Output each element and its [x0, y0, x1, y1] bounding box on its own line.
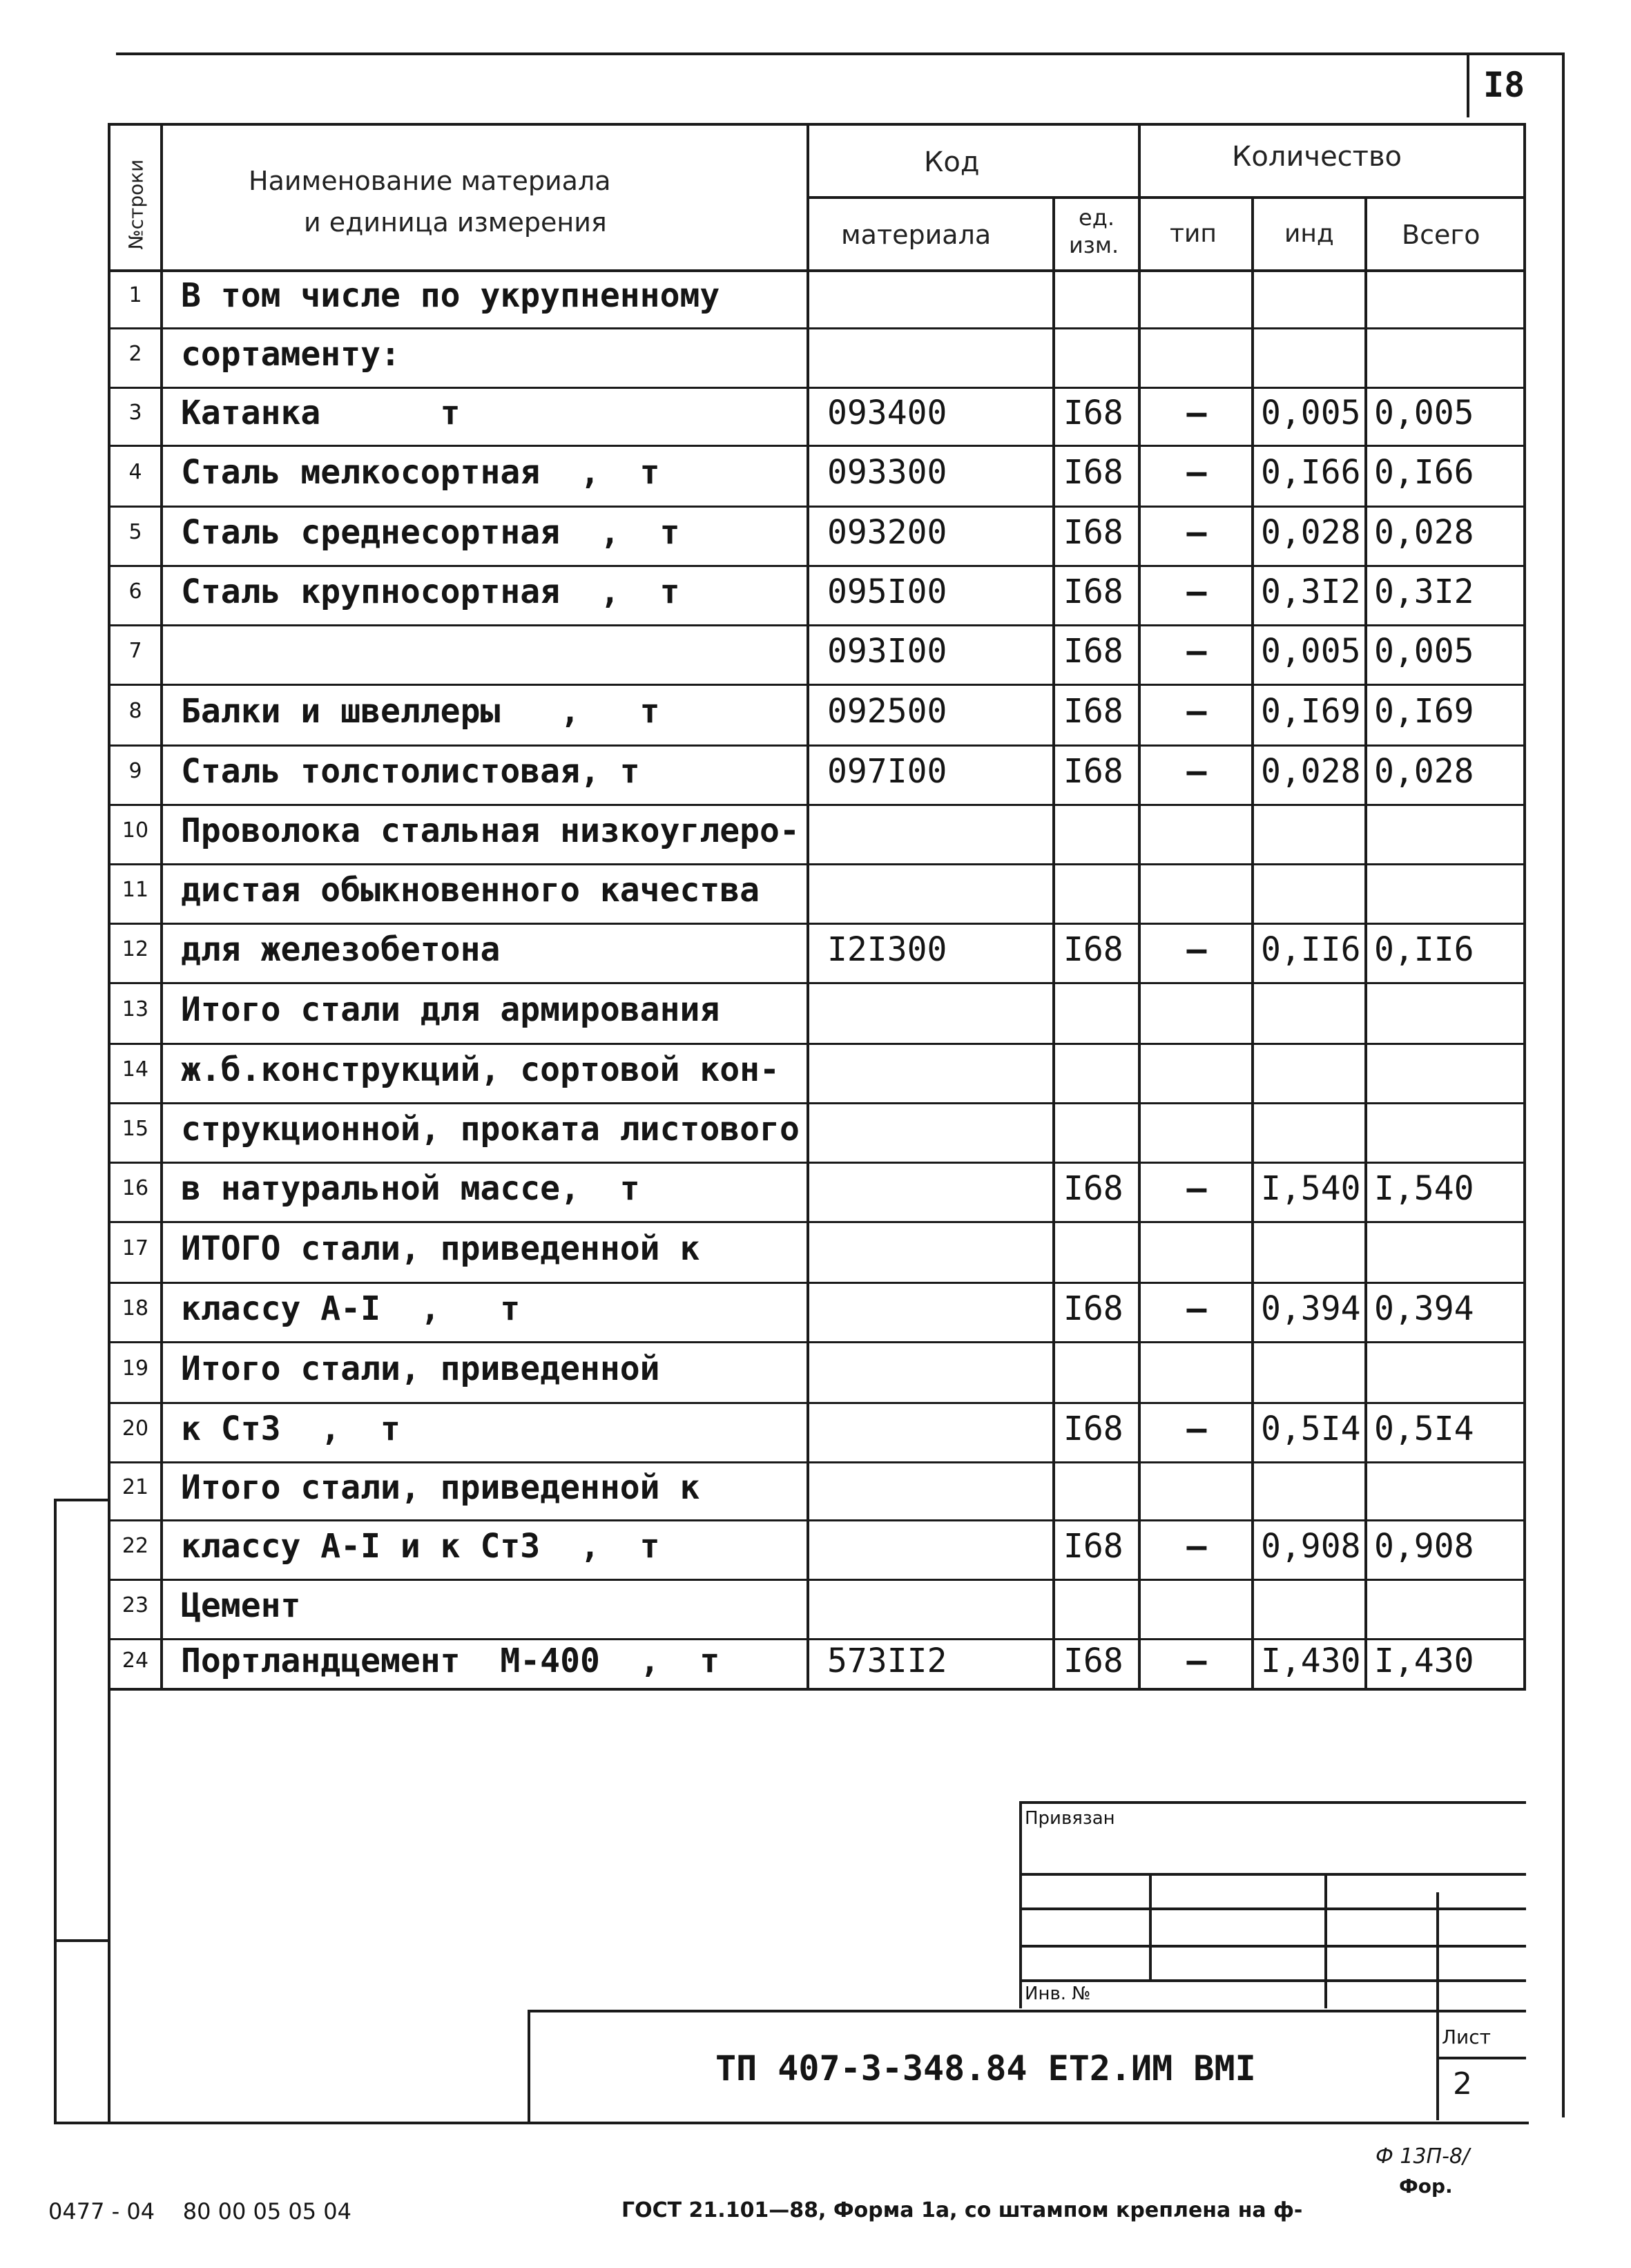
material-name: Сталь крупносортная , т: [181, 573, 680, 611]
material-code: 097I00: [827, 752, 947, 791]
row-divider: [108, 1282, 1526, 1284]
qty-typ: –: [1186, 573, 1207, 611]
row-number: 7: [128, 639, 142, 663]
qty-total: 0,005: [1374, 632, 1474, 671]
row-divider: [108, 506, 1526, 508]
row-number: 16: [122, 1176, 149, 1200]
col-typ-sep: [1251, 196, 1254, 1691]
material-name: ж.б.конструкций, сортовой кон-: [181, 1050, 780, 1089]
material-name: Портландцемент М-400 , т: [181, 1642, 720, 1680]
material-name: В том числе по укрупненному: [181, 276, 720, 315]
row-divider: [108, 387, 1526, 389]
row-divider: [108, 684, 1526, 686]
corner-sheet-number: I8: [1483, 65, 1525, 105]
stamp-row-1: [1019, 1873, 1526, 1876]
header-qty-group: Количество: [1232, 141, 1402, 173]
qty-typ: –: [1186, 692, 1207, 731]
header-name-line1: Наименование материала: [249, 166, 611, 196]
row-divider: [108, 1043, 1526, 1045]
material-name: Цемент: [181, 1586, 301, 1625]
row-number: 6: [128, 579, 142, 604]
unit-code: I68: [1063, 1642, 1123, 1680]
material-name: Итого стали для армирования: [181, 990, 720, 1029]
row-divider: [108, 1579, 1526, 1581]
right-margin-line: [1562, 52, 1565, 2117]
material-code: 093200: [827, 513, 947, 552]
row-divider: [108, 327, 1526, 329]
material-name: к Ст3 , т: [181, 1410, 400, 1448]
col-left-border: [108, 123, 110, 1691]
qty-total: 0,394: [1374, 1289, 1474, 1328]
binding-strip-bottom: [54, 2122, 1529, 2124]
row-divider: [108, 1341, 1526, 1343]
qty-total: 0,I69: [1374, 692, 1474, 731]
material-name: ИТОГО стали, приведенной к: [181, 1229, 700, 1268]
row-divider: [108, 1461, 1526, 1463]
row-divider: [108, 744, 1526, 747]
row-number: 18: [122, 1296, 149, 1320]
unit-code: I68: [1063, 1527, 1123, 1566]
qty-ind: 0,I66: [1261, 453, 1361, 492]
unit-code: I68: [1063, 1289, 1123, 1328]
row-number: 23: [122, 1593, 149, 1617]
material-name: Сталь мелкосортная , т: [181, 453, 660, 492]
frame-lower-left: [108, 1689, 110, 2124]
qty-ind: I,430: [1261, 1642, 1361, 1680]
row-divider: [108, 565, 1526, 567]
qty-ind: 0,908: [1261, 1527, 1361, 1566]
binding-strip-left: [54, 1499, 57, 2124]
row-number: 2: [128, 342, 142, 366]
row-divider: [108, 1638, 1526, 1640]
stamp-row-2: [1019, 1907, 1526, 1910]
qty-ind: 0,5I4: [1261, 1410, 1361, 1448]
row-number: 1: [128, 283, 142, 307]
qty-typ: –: [1186, 513, 1207, 552]
col-code-sep: [1052, 196, 1055, 1691]
header-col-unit-1: ед.: [1079, 204, 1114, 231]
material-name: Сталь среднесортная , т: [181, 513, 680, 552]
col-name-sep: [807, 123, 809, 1691]
qty-typ: –: [1186, 453, 1207, 492]
stamp-top: [1019, 1801, 1526, 1804]
row-divider: [108, 445, 1526, 447]
header-row-no: №строки: [124, 159, 148, 250]
qty-total: 0,3I2: [1374, 573, 1474, 611]
qty-typ: –: [1186, 1289, 1207, 1328]
material-name: дистая обыкновенного качества: [181, 871, 760, 910]
material-name: классу А-I , т: [181, 1289, 521, 1328]
row-divider: [108, 804, 1526, 806]
qty-ind: 0,3I2: [1261, 573, 1361, 611]
qty-ind: 0,II6: [1261, 930, 1361, 969]
stamp-sheet-sep: [1436, 2057, 1526, 2059]
qty-ind: 0,005: [1261, 394, 1361, 432]
qty-ind: I,540: [1261, 1169, 1361, 1208]
corner-box-left: [1467, 54, 1469, 117]
unit-code: I68: [1063, 573, 1123, 611]
row-number: 5: [128, 520, 142, 544]
qty-total: I,540: [1374, 1169, 1474, 1208]
row-number: 15: [122, 1117, 149, 1141]
footer-gost-text: ГОСТ 21.101—88, Форма 1а, со штампом креплена на ф-: [621, 2198, 1303, 2222]
header-code-group: Код: [924, 146, 980, 178]
qty-ind: 0,005: [1261, 632, 1361, 671]
row-divider: [108, 923, 1526, 925]
material-code: 095I00: [827, 573, 947, 611]
unit-code: I68: [1063, 930, 1123, 969]
stamp-checked-label: Привязан: [1025, 1808, 1115, 1829]
stamp-col-2: [1324, 1873, 1327, 2008]
stamp-main-left: [528, 2010, 530, 2123]
material-name: для железобетона: [181, 930, 501, 969]
row-divider: [108, 863, 1526, 865]
row-number: 12: [122, 937, 149, 961]
qty-typ: –: [1186, 1169, 1207, 1208]
qty-total: 0,028: [1374, 752, 1474, 791]
header-col-ind: инд: [1284, 220, 1334, 248]
row-number: 14: [122, 1057, 149, 1082]
row-number: 19: [122, 1356, 149, 1381]
qty-typ: –: [1186, 930, 1207, 969]
material-name: сортаменту:: [181, 335, 400, 374]
material-code: 573II2: [827, 1642, 947, 1680]
qty-total: I,430: [1374, 1642, 1474, 1680]
stamp-col-1: [1149, 1873, 1152, 1979]
material-name: классу А-I и к Ст3 , т: [181, 1527, 660, 1566]
row-number: 3: [128, 401, 142, 425]
qty-ind: 0,028: [1261, 752, 1361, 791]
material-name: Катанка т: [181, 394, 461, 432]
unit-code: I68: [1063, 513, 1123, 552]
footer-right-note-2: Фор.: [1399, 2175, 1453, 2198]
header-col-typ: тип: [1170, 220, 1217, 248]
row-divider: [108, 1102, 1526, 1104]
qty-total: 0,908: [1374, 1527, 1474, 1566]
row-divider: [108, 1402, 1526, 1404]
stamp-doc-code: ТП 407-3-348.84 ЕТ2.ИМ ВМI: [715, 2048, 1256, 2088]
qty-typ: –: [1186, 1642, 1207, 1680]
stamp-inv-label: Инв. №: [1025, 1983, 1091, 2004]
col-unit-sep: [1138, 123, 1141, 1691]
material-name: Итого стали, приведенной: [181, 1349, 660, 1388]
top-rule: [116, 52, 1565, 55]
footer-right-note-1: Ф 13П-8/: [1376, 2144, 1470, 2169]
qty-typ: –: [1186, 1527, 1207, 1566]
binding-strip-top: [54, 1499, 110, 1501]
unit-code: I68: [1063, 1169, 1123, 1208]
material-code: I2I300: [827, 930, 947, 969]
row-number: 24: [122, 1649, 149, 1673]
table-bottom-border: [108, 1688, 1526, 1691]
qty-typ: –: [1186, 1410, 1207, 1448]
stamp-sheet-label: Лист: [1442, 2026, 1491, 2048]
row-number: 11: [122, 878, 149, 902]
qty-typ: –: [1186, 632, 1207, 671]
unit-code: I68: [1063, 1410, 1123, 1448]
row-number: 10: [122, 818, 149, 843]
material-name: Проволока стальная низкоуглеро-: [181, 811, 800, 850]
row-divider: [108, 1221, 1526, 1223]
unit-code: I68: [1063, 752, 1123, 791]
row-number: 22: [122, 1534, 149, 1558]
qty-total: 0,005: [1374, 394, 1474, 432]
qty-ind: 0,028: [1261, 513, 1361, 552]
material-code: 093I00: [827, 632, 947, 671]
unit-code: I68: [1063, 453, 1123, 492]
row-divider: [108, 1519, 1526, 1521]
header-col-total: Всего: [1402, 220, 1480, 250]
row-divider: [108, 982, 1526, 984]
material-name: Балки и швеллеры , т: [181, 692, 660, 731]
row-number: 9: [128, 759, 142, 783]
material-name: Итого стали, приведенной к: [181, 1468, 700, 1507]
stamp-row-3: [1019, 1945, 1526, 1948]
unit-code: I68: [1063, 692, 1123, 731]
row-number: 17: [122, 1236, 149, 1260]
qty-total: 0,II6: [1374, 930, 1474, 969]
header-mid-line: [807, 196, 1526, 199]
qty-ind: 0,394: [1261, 1289, 1361, 1328]
qty-total: 0,028: [1374, 513, 1474, 552]
col-ind-sep: [1364, 196, 1367, 1691]
unit-code: I68: [1063, 394, 1123, 432]
header-col-material: материала: [841, 220, 992, 250]
row-number: 8: [128, 699, 142, 723]
material-code: 092500: [827, 692, 947, 731]
stamp-row-4: [1019, 1979, 1526, 1982]
header-name-line2: и единица измерения: [304, 207, 607, 238]
qty-typ: –: [1186, 394, 1207, 432]
material-name: Сталь толстолистовая, т: [181, 752, 640, 791]
unit-code: I68: [1063, 632, 1123, 671]
row-divider: [108, 1162, 1526, 1164]
header-col-unit-2: изм.: [1069, 232, 1119, 258]
material-code: 093400: [827, 394, 947, 432]
stamp-sheet-number: 2: [1453, 2066, 1472, 2102]
row-number: 4: [128, 460, 142, 484]
qty-total: 0,5I4: [1374, 1410, 1474, 1448]
stamp-left: [1019, 1801, 1022, 2008]
row-number: 20: [122, 1416, 149, 1441]
stamp-col-3: [1436, 1892, 1439, 2120]
qty-ind: 0,I69: [1261, 692, 1361, 731]
qty-typ: –: [1186, 752, 1207, 791]
stamp-main-top: [528, 2010, 1526, 2012]
row-number: 13: [122, 997, 149, 1021]
col-right-border: [1523, 123, 1526, 1691]
qty-total: 0,I66: [1374, 453, 1474, 492]
material-name: в натуральной массе, т: [181, 1169, 640, 1208]
header-bottom-line: [108, 269, 1526, 272]
row-number: 21: [122, 1475, 149, 1499]
binding-strip-mid: [54, 1939, 110, 1942]
footer-left-code: 0477 - 04 80 00 05 05 04: [48, 2198, 352, 2224]
material-code: 093300: [827, 453, 947, 492]
col-rowno-sep: [160, 123, 163, 1691]
table-top-border: [108, 123, 1526, 126]
row-divider: [108, 624, 1526, 626]
material-name: струкционной, проката листового: [181, 1110, 800, 1149]
